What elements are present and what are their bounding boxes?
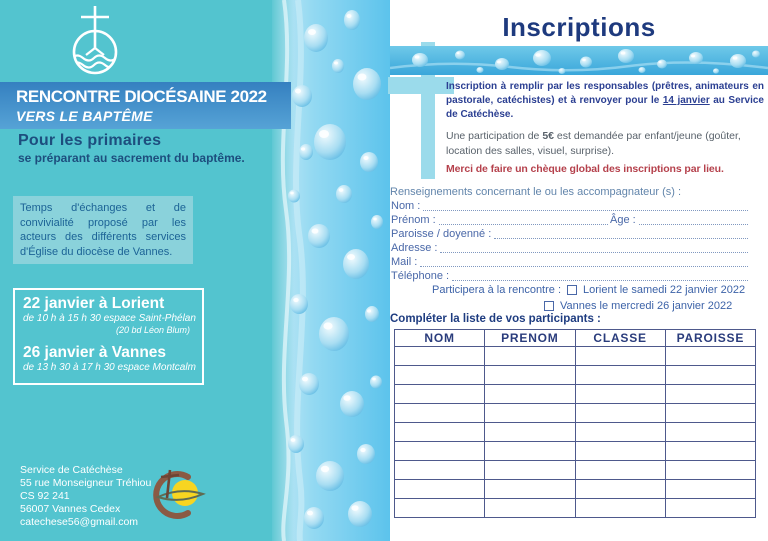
contact-line: 55 rue Monseigneur Tréhiou: [20, 477, 152, 489]
page-title: Inscriptions: [502, 12, 656, 42]
field-prenom-age: [391, 214, 748, 227]
empty-cell: [665, 366, 755, 385]
contact-line: CS 92 241: [20, 490, 70, 502]
participation-option-vannes: [544, 300, 732, 312]
empty-cell: [485, 442, 575, 461]
contact-block: [20, 464, 151, 529]
empty-cell: [395, 499, 485, 518]
field-label: Téléphone :: [391, 270, 450, 282]
audience-line1: Pour les primaires: [18, 132, 162, 149]
diocese-cross-water-icon: [58, 4, 132, 80]
cheque-notice: Merci de faire un chèque global des inscriptions par lieu.: [446, 163, 724, 175]
column-header: NOM: [395, 330, 485, 347]
empty-cell: [575, 404, 665, 423]
event-lorient: [23, 295, 194, 335]
dotted-line: [440, 252, 748, 253]
table-row: [395, 404, 756, 423]
event-vannes: [23, 344, 194, 374]
water-droplets-band: [390, 46, 768, 75]
empty-cell: [485, 404, 575, 423]
empty-cell: [665, 499, 755, 518]
checkbox-vannes: [544, 301, 554, 311]
empty-cell: [575, 385, 665, 404]
field-telephone: [391, 270, 748, 283]
empty-cell: [575, 499, 665, 518]
instructions-text-end: au Service de Catéchèse.: [446, 95, 764, 120]
contact-line: 56007 Vannes Cedex: [20, 503, 121, 515]
contact-email: catechese56@gmail.com: [20, 516, 139, 528]
table-row: [395, 499, 756, 518]
instructions-text: Inscription à remplir par les responsables (prêtres, animateurs en pastorale, catéchistes) et à renvoyer pour le: [446, 81, 764, 106]
dotted-line: [423, 210, 748, 211]
section-label: Renseignements concernant le ou les accompagnateur (s) :: [390, 186, 682, 198]
field-mail: [391, 256, 748, 269]
event-detail: de 13 h 30 à 17 h 30 espace Montcalm: [23, 362, 196, 373]
table-header-row: [395, 330, 756, 347]
contact-line: Service de Catéchèse: [20, 464, 123, 476]
empty-cell: [665, 347, 755, 366]
dotted-line: [452, 280, 748, 281]
field-label: Nom :: [391, 200, 421, 212]
empty-cell: [485, 423, 575, 442]
event-title: 26 janvier à Vannes: [23, 344, 167, 361]
table-row: [395, 480, 756, 499]
empty-cell: [665, 385, 755, 404]
empty-cell: [665, 461, 755, 480]
column-header: PAROISSE: [665, 330, 755, 347]
empty-cell: [395, 385, 485, 404]
empty-cell: [485, 366, 575, 385]
table-row: [395, 366, 756, 385]
participation-paragraph: [446, 129, 764, 158]
empty-cell: [395, 366, 485, 385]
column-header: PRENOM: [485, 330, 575, 347]
participation-label: Participera à la rencontre :: [432, 284, 562, 296]
field-label: Adresse :: [391, 242, 438, 254]
participation-text: Une participation de: [446, 130, 543, 142]
field-label: Mail :: [391, 256, 418, 268]
empty-cell: [575, 347, 665, 366]
empty-cell: [485, 480, 575, 499]
empty-cell: [485, 461, 575, 480]
option-label: Vannes le mercredi 26 janvier 2022: [560, 300, 733, 312]
empty-cell: [395, 404, 485, 423]
event-title: 22 janvier à Lorient: [23, 295, 165, 312]
empty-cell: [395, 480, 485, 499]
empty-cell: [665, 423, 755, 442]
empty-cell: [575, 442, 665, 461]
empty-cell: [395, 461, 485, 480]
decor-cross-horizontal: [388, 77, 454, 94]
field-label: Paroisse / doyenné :: [391, 228, 492, 240]
empty-cell: [665, 480, 755, 499]
field-label: Âge :: [610, 214, 636, 226]
dotted-line: [439, 224, 608, 225]
field-paroisse: [391, 228, 748, 241]
info-box: Temps d'échanges et de convivialité proposé par les acteurs des différents services d'Église du diocèse de Vannes.: [13, 196, 193, 264]
checkbox-lorient: [567, 285, 577, 295]
table-row: [395, 461, 756, 480]
dotted-line: [420, 266, 748, 267]
empty-cell: [485, 385, 575, 404]
empty-cell: [395, 423, 485, 442]
instructions-paragraph: [446, 80, 764, 122]
field-adresse: [391, 242, 748, 255]
empty-cell: [485, 499, 575, 518]
table-row: [395, 423, 756, 442]
participation-option-lorient: [432, 284, 745, 296]
table-row: [395, 385, 756, 404]
dotted-line: [639, 224, 748, 225]
dotted-line: [494, 238, 748, 239]
field-nom: [391, 200, 748, 213]
banner-title: RENCONTRE DIOCÉSAINE 2022: [16, 87, 267, 106]
table-intro: Compléter la liste de vos participants :: [390, 313, 601, 325]
left-teal-panel: [0, 0, 283, 541]
event-note: (20 bd Léon Blum): [115, 325, 190, 335]
participation-fee: 5€: [542, 130, 554, 142]
audience-line2: se préparant au sacrement du baptême.: [18, 151, 245, 165]
empty-cell: [665, 442, 755, 461]
empty-cell: [575, 423, 665, 442]
table-body: [395, 347, 756, 518]
empty-cell: [575, 461, 665, 480]
empty-cell: [665, 404, 755, 423]
banner: [0, 82, 291, 129]
table-row: [395, 347, 756, 366]
empty-cell: [575, 480, 665, 499]
empty-cell: [395, 347, 485, 366]
empty-cell: [575, 366, 665, 385]
table-row: [395, 442, 756, 461]
deadline-date: 14 janvier: [662, 95, 710, 106]
audience-block: [18, 132, 245, 165]
empty-cell: [395, 442, 485, 461]
banner-subtitle: VERS LE BAPTÊME: [16, 108, 153, 124]
catechese-fish-sun-cross-icon: [146, 464, 208, 526]
column-header: CLASSE: [575, 330, 665, 347]
option-label: Lorient le samedi 22 janvier 2022: [583, 284, 746, 296]
dates-box: [13, 288, 204, 385]
empty-cell: [485, 347, 575, 366]
field-label: Prénom :: [391, 214, 436, 226]
participants-table: [394, 329, 756, 518]
participation-text-end: est demandée par enfant/jeune (goûter, location des salles, visuel, surprise).: [446, 130, 741, 157]
event-detail: de 10 h à 15 h 30 espace Saint-Phélan: [23, 313, 196, 324]
